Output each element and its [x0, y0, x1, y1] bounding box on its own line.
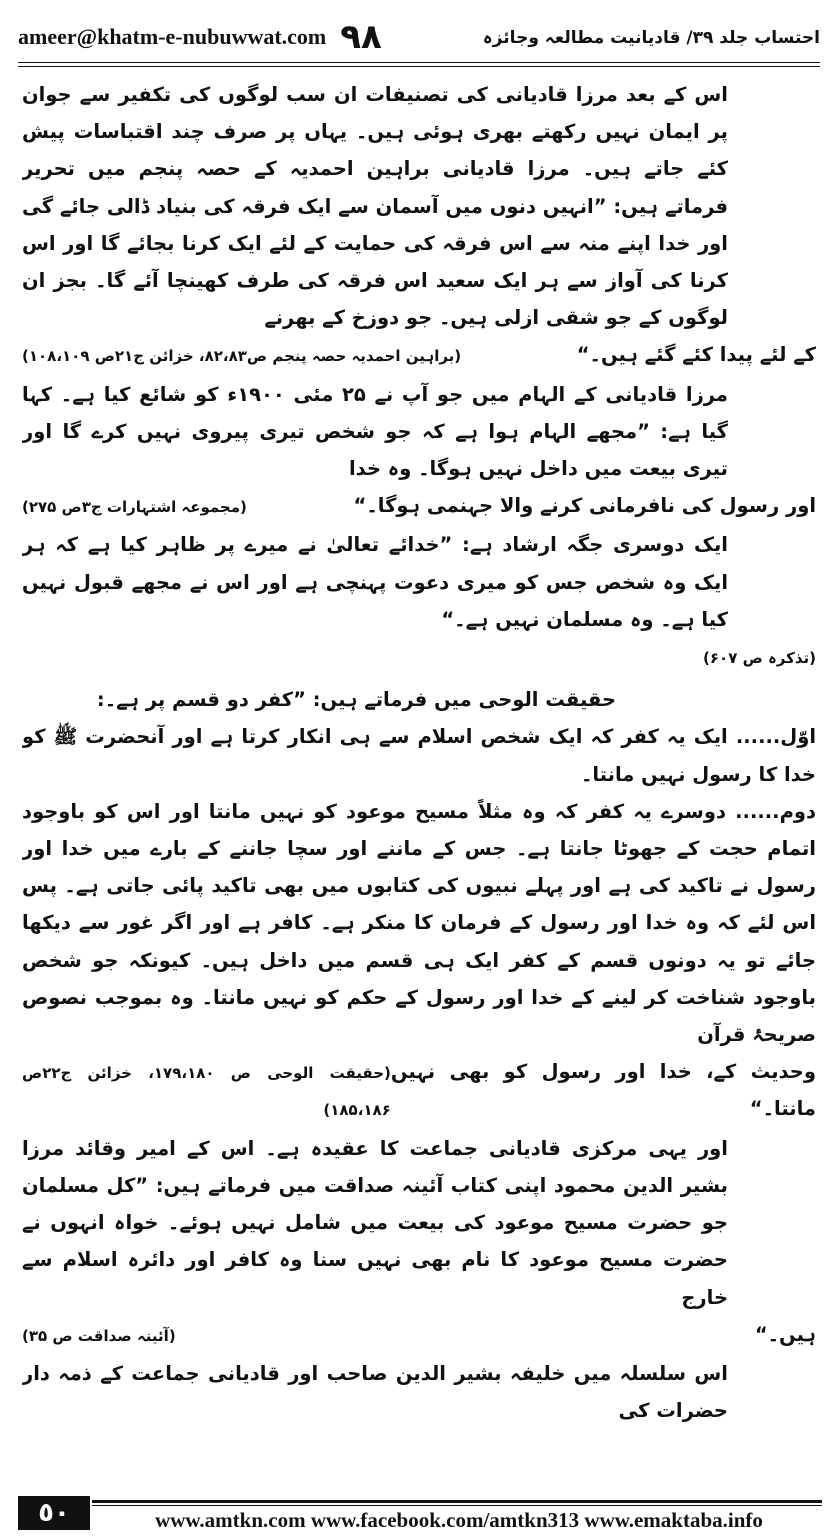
paragraph-5: [22, 718, 816, 792]
footer-page-number: ٥٠: [18, 1496, 90, 1530]
page-header: [18, 14, 820, 60]
paragraph-6-end: وحدیث کے، خدا اور رسول کو بھی نہیں مانتا۔“: [390, 1060, 816, 1121]
header-email[interactable]: ameer@khatm-e-nubuwwat.com: [18, 24, 327, 49]
paragraph-6-text: دوسرے یہ کفر کہ وہ مثلاً مسیح موعود کو نہیں مانتا اور اس کو باوجود اتمام حجت کے جھوٹا جانتا ہے۔ جس کے ماننے اور سچا جاننے کے بارے میں خدا اور رسول نے تاکید کی ہے اور پہلے نبیوں کی کتابوں میں بھی تاکید پائی جاتی ہے۔ پس اس لئے کہ وہ خدا اور رسول کے فرمان کا منکر ہے۔ کافر ہے اور اگر غور سے دیکھا جائے تو یہ دونوں قسم کے کفر ایک ہی قسم میں داخل ہیں۔ کیونکہ جو شخص باوجود شناخت کر لینے کے خدا اور رسول کے حکم کو نہیں مانتا۔ وہ بموجب نصوص صریحۂ قرآن: [22, 799, 816, 1047]
paragraph-1: اس کے بعد مرزا قادیانی کی تصنیفات ان سب لوگوں کی تکفیر سے جوان پر ایمان نہیں رکھتے بھری ہوئی ہیں۔ یہاں پر صرف چند اقتباسات پیش کئے جاتے ہیں۔ مرزا قادیانی براہین احمدیہ کے حصہ پنجم میں تحریر فرماتے ہیں: ”انہیں دنوں میں آسمان سے ایک فرقہ کی بنیاد ڈالی جائے گی اور خدا اپنے منہ سے اس فرقہ کی حمایت کے لئے ایک کرنا بجائے گا اور اس کرنا کی آواز سے ہر ایک سعید اس فرقہ کی طرف کھینچا آئے گا۔ بجز ان لوگوں کے جو شقی ازلی ہیں۔ جو دوزخ کے بھرنے: [22, 83, 728, 330]
paragraph-7: اور یہی مرکزی قادیانی جماعت کا عقیدہ ہے۔ اس کے امیر وقائد مرزا بشیر الدین محمود اپنی کتاب آئینہ صداقت میں فرماتے ہیں: ”کل مسلمان جو حضرت مسیح موعود کی بیعت میں شامل نہیں ہوئے۔ خواہ انہوں نے حضرت مسیح موعود کا نام بھی نہیں سنا وہ کافر اور دائرہ اسلام سے خارج: [22, 1136, 728, 1309]
paragraph-7-end-line: [22, 1316, 816, 1355]
reference-2: (مجموعہ اشتہارات ج۳ص ۲۷۵): [22, 498, 247, 517]
reference-3: (تذکرہ ص ۶۰۷): [703, 649, 816, 668]
header-book-title: احتساب جلد ۳۹/ قادیانیت مطالعہ وجائزہ: [482, 27, 820, 48]
paragraph-5-label: اوّل......: [735, 725, 816, 749]
paragraph-2-end: اور رسول کی نافرمانی کرنے والا جہنمی ہوگا۔“: [353, 494, 816, 518]
paragraph-2: مرزا قادیانی کے الہام میں جو آپ نے ۲۵ مئی ۱۹۰۰ء کو شائع کیا ہے۔ کہا گیا ہے: ”مجھے الہام ہوا ہے کہ جو شخص تیری پیروی نہیں کرے گا اور تیری بیعت میں داخل نہیں ہوگا۔ وہ خدا: [22, 382, 729, 481]
reference-5: (آئینہ صداقت ص ۳۵): [22, 1326, 176, 1345]
paragraph-3: ایک دوسری جگہ ارشاد ہے: ”خدائے تعالیٰ نے میرے پر ظاہر کیا ہے کہ ہر ایک وہ شخص جس کو میری دعوت پہنچی ہے اور اس نے مجھے قبول نہیں کیا ہے۔ وہ مسلمان نہیں ہے۔“: [22, 533, 728, 631]
paragraph-7-end: ہیں۔“: [754, 1322, 816, 1346]
footer-rule-thin: [92, 1505, 822, 1506]
paragraph-4: حقیقت الوحی میں فرماتے ہیں: ”کفر دو قسم پر ہے۔:: [96, 688, 616, 712]
header-left: [18, 17, 382, 57]
page-footer: [0, 1494, 840, 1540]
header-rule-second: [18, 66, 820, 67]
paragraph-2-end-line: [22, 487, 816, 526]
header-rule: [18, 62, 820, 63]
paragraph-1-end: کے لئے پیدا کئے گئے ہیں۔“: [576, 343, 816, 367]
page-body: [22, 76, 816, 1464]
paragraph-8: اس سلسلہ میں خلیفہ بشیر الدین صاحب اور قادیانی جماعت کے ذمہ دار حضرات کی: [22, 1361, 728, 1423]
paragraph-5-text: ایک یہ کفر کہ ایک شخص اسلام سے ہی انکار کرتا ہے اور آنحضرت ﷺ کو خدا کا رسول نہیں مانتا۔: [22, 725, 816, 786]
paragraph-6-label: دوم......: [735, 799, 816, 823]
footer-links[interactable]: www.amtkn.com www.facebook.com/amtkn313 www.emaktaba.info: [155, 1508, 763, 1532]
paragraph-1-end-line: [22, 336, 816, 375]
reference-4: (حقیقت الوحی ص ۱۷۹،۱۸۰، خزائن ج۲۲ص ۱۸۵،۱۸۶): [22, 1064, 391, 1120]
reference-3-line: [22, 638, 816, 677]
paragraph-6-end-line: [22, 1053, 816, 1129]
header-page-number: ٩٨: [340, 17, 382, 57]
paragraph-6: [22, 793, 816, 1053]
footer-rule-thick: [92, 1500, 822, 1503]
reference-1: (براہین احمدیہ حصہ پنجم ص۸۲،۸۳، خزائن ج۲۱ص ۱۰۸،۱۰۹): [22, 347, 462, 366]
